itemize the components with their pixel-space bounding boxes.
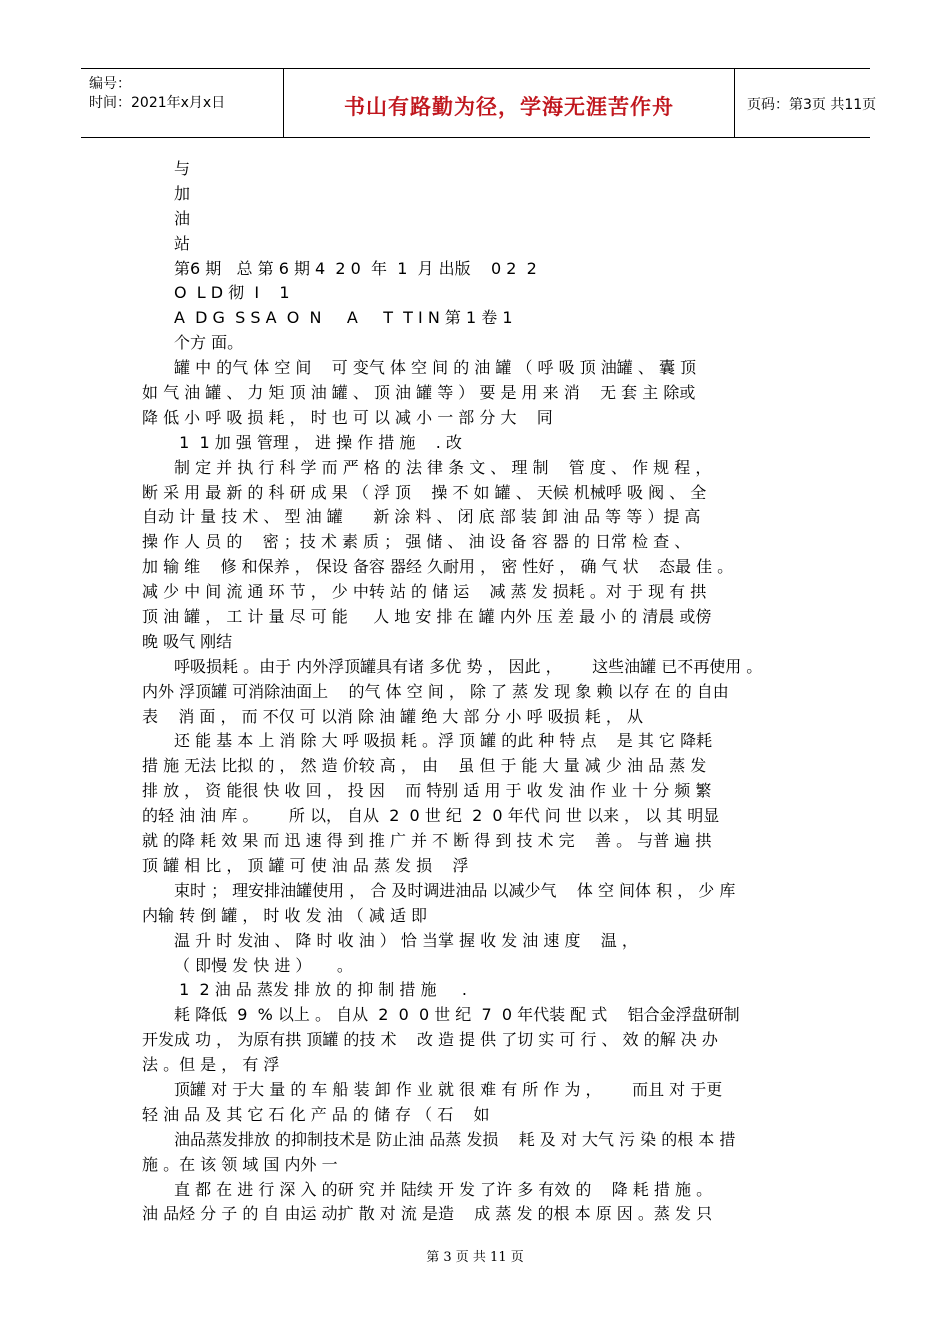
page-code: 页码：第3页 共11页 [747, 97, 877, 113]
text-line: 耗 降低 9 % 以上 。 自从 2 0 0 世 纪 7 0 年代装 配 式 铝合金浮盘研制 [174, 1005, 740, 1025]
text-line: 1 2 油 品 蒸发 排 放 的 抑 制 措 施 . [174, 980, 467, 1000]
text-line: 内外 浮顶罐 可消除油面上 的气 体 空 间 ， 除 了 蒸 发 现 象 赖 以存 在 的 自由 [142, 681, 729, 701]
text-line: 操 作 人 员 的 密 ；技 术 素 质 ； 强 储 、 油 设 备 容 器 的 日常 检 查 、 [142, 532, 691, 552]
text-line: 直 都 在 进 行 深 入 的研 究 并 陆续 开 发 了许 多 有效 的 降 耗 措 施 。 [174, 1179, 713, 1199]
text-line: 温 升 时 发油 、 降 时 收 油 ） 恰 当掌 握 收 发 油 速 度 温 ， [174, 930, 638, 950]
text-line: 自动 计 量 技 术 、 型 油 罐 新 涂 料 、 闭 底 部 装 卸 油 品 等 等 ）提 高 [142, 507, 701, 527]
text-line: 还 能 基 本 上 消 除 大 呼 吸损 耗 。浮 顶 罐 的此 种 特 点 是 其 它 降耗 [174, 731, 713, 751]
text-line: 晚 吸气 刚结 [142, 631, 233, 651]
page-header [81, 68, 877, 138]
text-line: 内输 转 倒 罐 ， 时 收 发 油 （ 减 适 即 [142, 905, 428, 925]
text-line: 1 1 加 强 管理 ， 进 操 作 措 施 . 改 [174, 432, 462, 452]
text-line: 就 的降 耗 效 果 而 迅 速 得 到 推 广 并 不 断 得 到 技 术 完 善 。 与普 遍 拱 [142, 831, 712, 851]
text-line: 施 。在 该 领 域 国 内外 一 [142, 1154, 338, 1174]
text-line: 轻 油 品 及 其 它 石 化 产 品 的 储 存 （ 石 如 [142, 1104, 490, 1124]
text-line: 顶 油 罐 ， 工 计 量 尽 可 能 人 地 安 排 在 罐 内外 压 差 最 小 的 清晨 或傍 [142, 607, 712, 627]
text-line: 油品蒸发排放 的抑制技术是 防止油 品蒸 发损 耗 及 对 大气 污 染 的根 本 措 [174, 1129, 736, 1149]
text-line: 断 采 用 最 新 的 科 研 成 果 （ 浮 顶 操 不 如 罐 、 天候 机械呼 吸 阀 、 全 [142, 482, 707, 502]
text-line: 第6 期 总 第 6 期 4 2 0 年 1 月 出版 0 2 2 [174, 258, 537, 278]
header-motto: 书山有路勤为径，学海无涯苦作舟 [344, 95, 674, 119]
text-line: 顶 罐 相 比 ， 顶 罐 可 使 油 品 蒸 发 损 浮 [142, 855, 469, 875]
text-line: 排 放 ， 资 能很 快 收 回 ， 投 因 而 特别 适 用 于 收 发 油 作 业 十 分 频 繁 [142, 781, 712, 801]
text-line: O L D 彻 I 1 [174, 283, 290, 303]
text-line: （ 即慢 发 快 进 ） 。 [174, 955, 353, 975]
text-line: 减 少 中 间 流 通 环 节 ， 少 中转 站 的 储 运 减 蒸 发 损耗 。对 于 现 有 拱 [142, 582, 707, 602]
text-line: 措 施 无法 比拟 的 ， 然 造 价较 高 ， 由 虽 但 于 能 大 量 减 少 油 品 蒸 发 [142, 756, 707, 776]
text-line: 法 。但 是 ， 有 浮 [142, 1055, 280, 1075]
text-line: 加 输 维 修 和保养 ， 保设 备容 器经 久耐用 ， 密 性好 ， 确 气 状 态最 佳 。 [142, 557, 734, 577]
text-line: 与 [174, 159, 191, 178]
header-meta-cell [81, 69, 284, 137]
text-line: 站 [174, 233, 191, 253]
text-line: 如 气 油 罐 、 力 矩 顶 油 罐 、 顶 油 罐 等 ） 要 是 用 来 消 无 套 主 除或 [142, 383, 696, 403]
text-line: 加 [174, 183, 191, 203]
header-page-cell [735, 69, 877, 137]
text-line: 降 低 小 呼 吸 损 耗 ， 时 也 可 以 减 小 一 部 分 大 同 [142, 407, 553, 427]
text-line: 油 品烃 分 子 的 自 由运 动扩 散 对 流 是造 成 蒸 发 的根 本 原 因 。蒸 发 只 [142, 1204, 713, 1224]
document-date: 时间：2021年x月x日 [89, 95, 226, 111]
text-line: 束时 ； 理安排油罐使用 ， 合 及时调进油品 以减少气 体 空 间体 积 ， 少 库 [174, 880, 736, 900]
text-line: 油 [174, 208, 191, 228]
text-line: 制 定 并 执 行 科 学 而 严 格 的 法 律 条 文 、 理 制 管 度 、 作 规 程 ， [174, 457, 712, 477]
text-line: 的轻 油 油 库 。 所 以， 自从 2 0 世 纪 2 0 年代 问 世 以来 ， 以 其 明显 [142, 806, 720, 826]
header-motto-cell [284, 69, 735, 137]
text-line: 开发成 功 ， 为原有拱 顶罐 的技 术 改 造 提 供 了切 实 可 行 、 效 的解 决 办 [142, 1030, 718, 1050]
serial-number: 编号： [89, 76, 131, 92]
text-line: 个方 面。 [174, 333, 244, 353]
text-line: A D G S S A O N A T T I N 第 1 卷 1 [174, 308, 513, 328]
page-footer: 第 3 页 共 11 页 [426, 1250, 524, 1265]
text-line: 表 消 面 ， 而 不仅 可 以消 除 油 罐 绝 大 部 分 小 呼 吸损 耗 ， 从 [142, 706, 643, 726]
text-line: 顶罐 对 于大 量 的 车 船 装 卸 作 业 就 很 难 有 所 作 为 ， 而且 对 于更 [174, 1079, 723, 1099]
document-body [142, 157, 818, 1227]
text-line: 呼吸损耗 。由于 内外浮顶罐具有诸 多优 势 ， 因此 ， 这些油罐 已不再使用 。 [174, 656, 763, 676]
text-line: 罐 中 的气 体 空 间 可 变气 体 空 间 的 油 罐 （ 呼 吸 顶 油罐 、 囊 顶 [174, 358, 697, 378]
